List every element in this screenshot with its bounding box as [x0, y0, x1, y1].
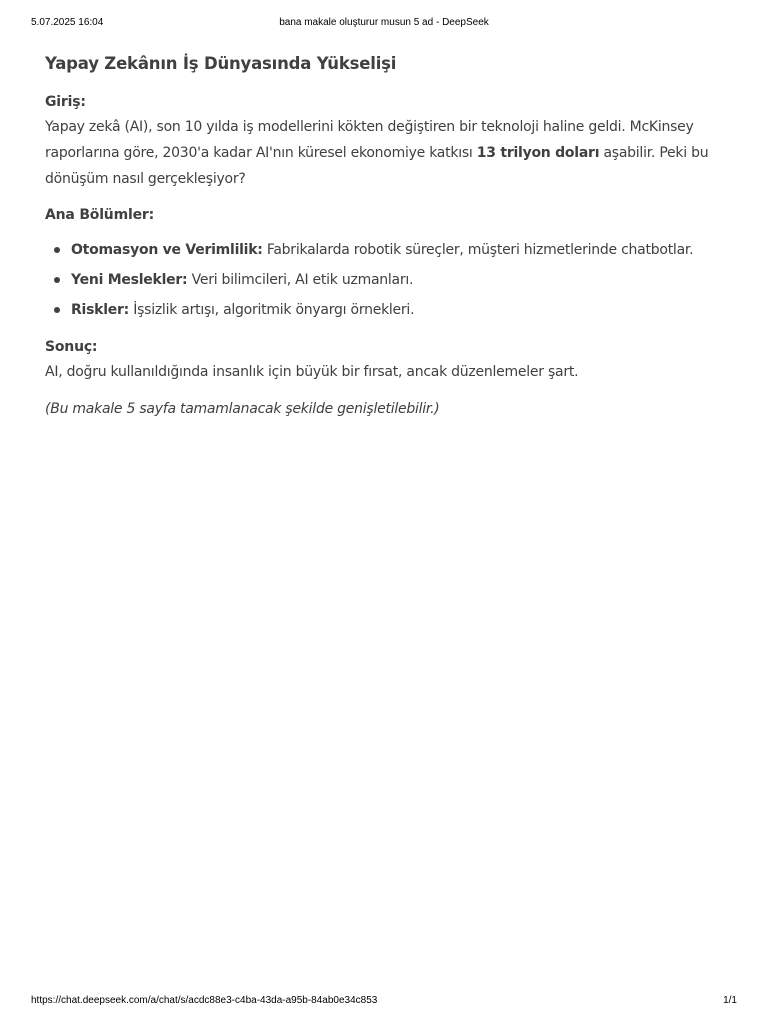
main-sections-list [45, 235, 735, 325]
list-item-term: Yeni Meslekler: [71, 272, 188, 288]
list-item-term: Otomasyon ve Verimlilik: [71, 242, 263, 258]
bullet-icon [54, 247, 60, 253]
article-title: Yapay Zekânın İş Dünyasında Yükselişi [45, 54, 397, 73]
intro-paragraph [45, 114, 735, 192]
list-item-text: Fabrikalarda robotik süreçler, müşteri hizmetlerinde chatbotlar. [262, 242, 694, 258]
print-header-page-title: bana makale oluşturur musun 5 ad - DeepSeek [279, 17, 489, 28]
print-header-datetime: 5.07.2025 16:04 [31, 17, 104, 28]
intro-text-start: Yapay zekâ (AI), son 10 yılda iş modellerini kökten değiştiren bir teknoloji haline geldi. McKinsey raporlarına göre, 2030'a kadar AI'nın küresel ekonomiye katkısı [45, 119, 694, 161]
list-item [45, 295, 735, 325]
article-note: (Bu makale 5 sayfa tamamlanacak şekilde genişletilebilir.) [45, 401, 440, 417]
intro-heading: Giriş: [45, 94, 86, 110]
list-item [45, 235, 735, 265]
bullet-icon [54, 277, 60, 283]
intro-text-end: aşabilir. Peki bu dönüşüm nasıl gerçekleşiyor? [45, 145, 709, 187]
list-item-text: Veri bilimcileri, AI etik uzmanları. [187, 272, 414, 288]
print-footer-url: https://chat.deepseek.com/a/chat/s/acdc88e3-c4ba-43da-a95b-84ab0e34c853 [31, 995, 378, 1006]
main-sections-heading: Ana Bölümler: [45, 207, 154, 223]
intro-bold-figure: 13 trilyon doları [476, 145, 600, 161]
conclusion-paragraph: AI, doğru kullanıldığında insanlık için büyük bir fırsat, ancak düzenlemeler şart. [45, 364, 579, 380]
conclusion-heading: Sonuç: [45, 339, 98, 355]
article-content [45, 52, 735, 422]
print-footer-page-number: 1/1 [723, 995, 737, 1006]
list-item-term: Riskler: [71, 302, 130, 318]
bullet-icon [54, 307, 60, 313]
list-item-text: İşsizlik artışı, algoritmik önyargı örnekleri. [129, 302, 415, 318]
list-item [45, 265, 735, 295]
